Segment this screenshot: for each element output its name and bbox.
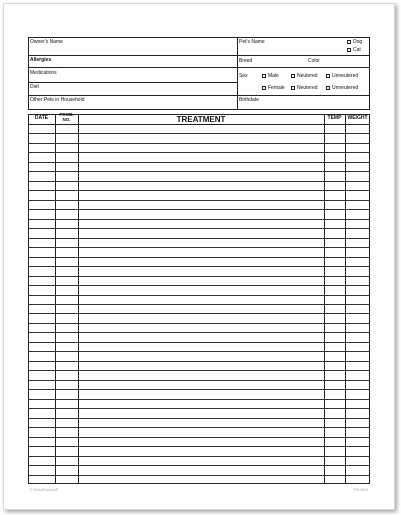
table-row-line	[28, 456, 370, 457]
unneutered-checkbox-2[interactable]	[326, 86, 330, 90]
table-row-line	[28, 475, 370, 476]
table-row-line	[28, 332, 370, 333]
table-row-line	[28, 370, 370, 371]
table-row-line	[28, 418, 370, 419]
table-row-line	[28, 228, 370, 229]
neutered-label-2: Neutered	[297, 85, 318, 91]
table-row-line	[28, 351, 370, 352]
table-row-line	[28, 389, 370, 390]
prob-no-header: PROB. NO.	[59, 112, 74, 122]
table-row-line	[28, 219, 370, 220]
info-line	[28, 67, 237, 68]
table-row-line	[28, 200, 370, 201]
table-row-line	[28, 209, 370, 210]
table-row-line	[28, 465, 370, 466]
breed-label: Breed	[239, 58, 253, 64]
table-rows	[28, 124, 370, 484]
neutered-label-1: Neutered	[297, 73, 318, 79]
info-line	[28, 55, 237, 56]
other-pets-label: Other Pets in Household	[30, 97, 85, 103]
table-row-line	[28, 181, 370, 182]
table-row-line	[28, 437, 370, 438]
cat-label: Cat	[353, 47, 361, 53]
male-checkbox[interactable]	[262, 74, 266, 78]
male-label: Male	[268, 73, 279, 79]
table-row-line	[28, 133, 370, 134]
treatment-header: TREATMENT	[176, 115, 226, 124]
color-label: Color	[308, 58, 320, 64]
table-row-line	[28, 285, 370, 286]
table-row-line	[28, 380, 370, 381]
table-row-line	[28, 238, 370, 239]
medications-label: Medications	[30, 70, 57, 76]
table-row-line	[28, 190, 370, 191]
dog-checkbox[interactable]	[347, 40, 351, 44]
table-row-line	[28, 247, 370, 248]
table-row-line	[28, 295, 370, 296]
info-line	[28, 82, 237, 83]
unneutered-checkbox-1[interactable]	[326, 74, 330, 78]
table-row-line	[28, 162, 370, 163]
table-row-line	[28, 323, 370, 324]
info-divider	[237, 37, 238, 110]
neutered-checkbox-2[interactable]	[291, 86, 295, 90]
table-row-line	[28, 143, 370, 144]
table-row-line	[28, 361, 370, 362]
weight-header: WEIGHT	[347, 115, 368, 121]
form-sheet	[3, 3, 395, 510]
cat-checkbox[interactable]	[347, 48, 351, 52]
footer-code: PM-3816	[354, 488, 369, 492]
table-row-line	[28, 408, 370, 409]
table-row-line	[28, 399, 370, 400]
birthdate-label: Birthdate	[239, 97, 260, 103]
neutered-checkbox-1[interactable]	[291, 74, 295, 78]
diet-label: Diet	[30, 84, 39, 90]
table-row-line	[28, 257, 370, 258]
table-row-line	[28, 276, 370, 277]
allergies-label: Allergies	[30, 57, 52, 63]
table-row-line	[28, 171, 370, 172]
table-row-line	[28, 446, 370, 447]
table-row-line	[28, 313, 370, 314]
table-row-line	[28, 304, 370, 305]
date-header: DATE	[34, 115, 49, 121]
owners-name-label: Owner's Name	[30, 39, 63, 45]
table-row-line	[28, 342, 370, 343]
info-line	[237, 67, 370, 68]
footer-copyright: © SmartPractice®	[30, 488, 59, 492]
sex-label: Sex	[239, 73, 248, 79]
info-line	[237, 95, 370, 96]
unneutered-label-1: Unneutered	[332, 73, 359, 79]
female-label: Female	[268, 85, 285, 91]
info-line	[237, 55, 370, 56]
table-row-line	[28, 152, 370, 153]
table-row-line	[28, 427, 370, 428]
table-row-line	[28, 266, 370, 267]
dog-label: Dog	[353, 39, 363, 45]
female-checkbox[interactable]	[262, 86, 266, 90]
temp-header: TEMP	[327, 115, 342, 121]
pets-name-label: Pet's Name	[239, 39, 265, 45]
unneutered-label-2: Unneutered	[332, 85, 359, 91]
info-line	[28, 95, 237, 96]
